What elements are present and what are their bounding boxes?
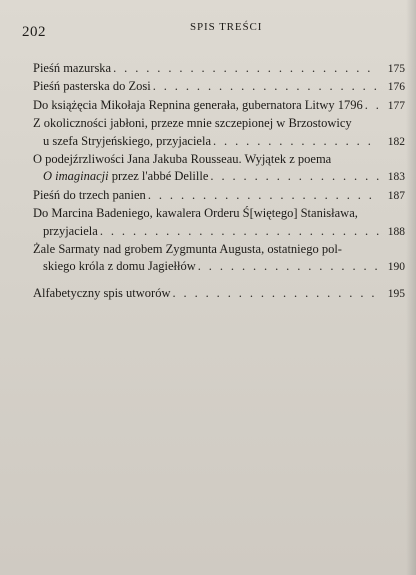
toc-entry [33, 78, 405, 96]
toc-entry [33, 60, 405, 78]
toc-entry-title-line2: przez l'abbé Delille [108, 169, 209, 184]
dot-leader [98, 223, 379, 240]
work-title-italic: O imaginacji [43, 169, 109, 184]
toc-entry-page: 175 [387, 63, 405, 75]
toc-entry-title-line1: Z okoliczności jabłoni, przeze mnie szczepionej w Brzostowicy [33, 116, 352, 131]
dot-leader [111, 60, 379, 77]
toc-entry-page: 177 [387, 99, 405, 112]
toc-entry-title: Pieśń mazurska [33, 61, 112, 75]
dot-leader [196, 258, 379, 275]
toc-entry-page: 195 [387, 287, 405, 300]
toc-entry [33, 285, 405, 303]
toc-entry [33, 115, 405, 151]
toc-entry-page: 188 [387, 225, 405, 238]
toc-entry [33, 205, 405, 241]
toc-entry-title: Do książęcia Mikołaja Repnina generała, gubernatora Litwy 1796 [33, 97, 363, 112]
toc-entry-page: 182 [387, 135, 405, 148]
dot-leader [170, 285, 379, 302]
table-of-contents [33, 60, 405, 303]
page-edge-shadow [406, 0, 416, 575]
toc-entry-page: 190 [387, 261, 405, 274]
toc-entry [33, 241, 405, 277]
toc-entry-page: 176 [387, 81, 405, 94]
toc-entry-title: Pieśń pasterska do Zosi [33, 79, 151, 94]
dot-leader [363, 97, 379, 114]
running-head: SPIS TREŚCI [190, 21, 263, 33]
toc-entry-title-line2: skiego króla z domu Jagiełłów [43, 259, 196, 274]
page-number: 202 [22, 24, 46, 40]
toc-entry-title-line1: Do Marcina Badeniego, kawalera Orderu Ś[więtego] Stanisława, [33, 206, 358, 221]
toc-entry [33, 151, 405, 187]
toc-entry-title-line2: przyjaciela [43, 223, 98, 238]
toc-entry-page: 187 [387, 189, 405, 202]
section-gap [33, 277, 405, 285]
dot-leader [208, 168, 379, 185]
toc-entry-title: Alfabetyczny spis utworów [33, 285, 171, 300]
toc-entry [33, 187, 405, 205]
toc-entry-page: 183 [387, 171, 405, 184]
toc-entry-title: Pieśń do trzech panien [33, 187, 146, 202]
toc-entry-title-line1: Żale Sarmaty nad grobem Zygmunta Augusta, ostatniego pol- [33, 242, 342, 257]
dot-leader [151, 78, 379, 95]
toc-entry-title-line1: O podejźrzliwości Jana Jakuba Rousseau. Wyjątek z poema [33, 152, 332, 167]
dot-leader [211, 133, 379, 150]
dot-leader [146, 187, 379, 204]
toc-entry-title-line2: u szefa Stryjeńskiego, przyjaciela [43, 133, 211, 148]
toc-entry [33, 97, 405, 115]
